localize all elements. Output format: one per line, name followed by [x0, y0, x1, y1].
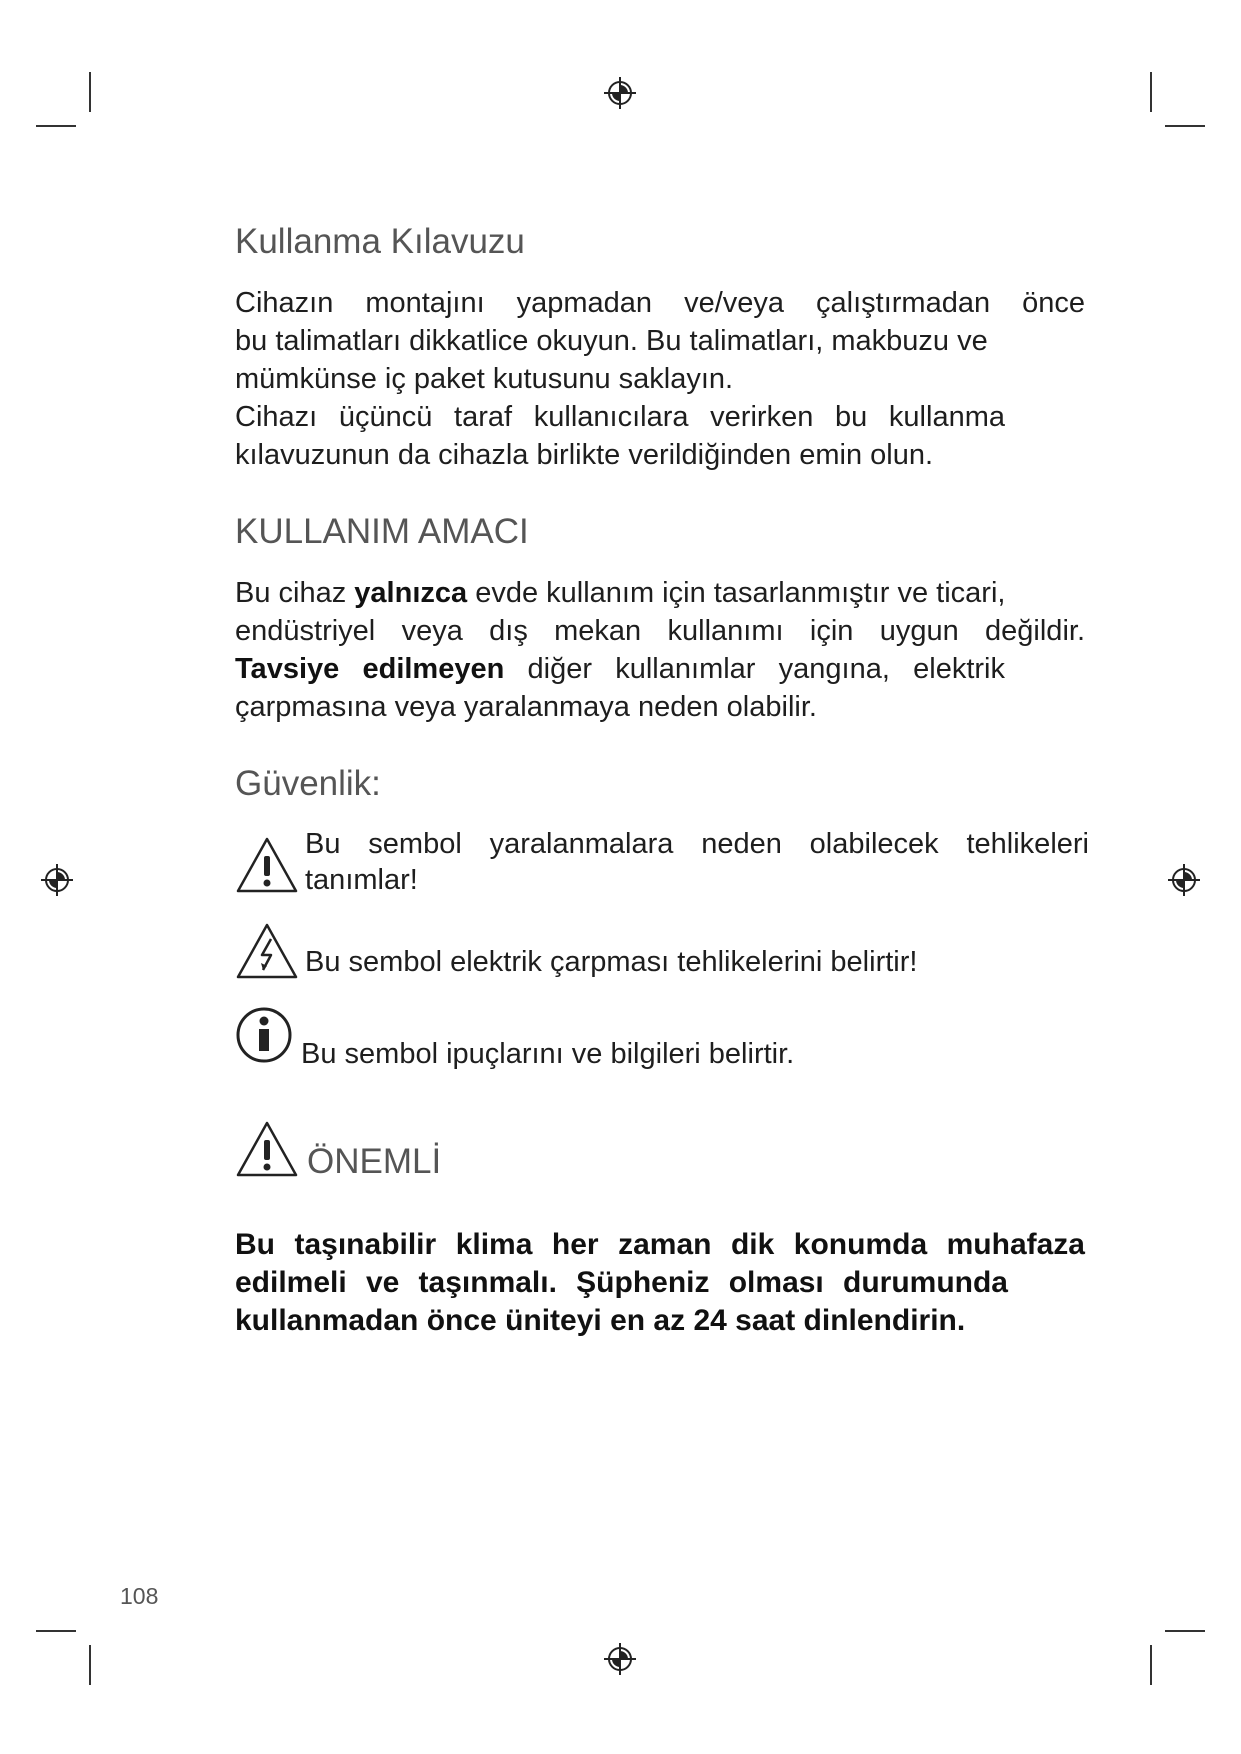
intro-line: kılavuzunun da cihazla birlikte verildiğinden emin olun. — [235, 439, 934, 471]
safety-title: Güvenlik: — [235, 764, 381, 803]
warning-triangle-icon — [235, 1120, 299, 1178]
page-number: 108 — [120, 1583, 159, 1609]
bold-text: yalnızca — [354, 577, 468, 609]
crop-mark-top-right-v — [1150, 72, 1152, 112]
info-symbol-text: Bu sembol ipuçlarını ve bilgileri belirtir. — [301, 1038, 795, 1070]
crop-mark-top-left-h — [36, 125, 76, 127]
info-symbol-row — [235, 1006, 1085, 1076]
electric-symbol-row — [235, 922, 1085, 988]
electric-symbol-text: Bu sembol elektrik çarpması tehlikelerini belirtir! — [305, 946, 918, 978]
electric-shock-icon — [235, 922, 299, 980]
intro-line: mümkünse iç paket kutusunu saklayın. — [235, 363, 734, 395]
intro-line: Cihazı üçüncü taraf kullanıcılara verirken bu kullanma — [235, 401, 1005, 433]
info-icon — [235, 1006, 293, 1064]
text-span: evde kullanım için tasarlanmıştır ve ticari, — [467, 577, 1006, 609]
important-heading-row — [235, 1120, 1085, 1190]
intro-line: bu talimatları dikkatlice okuyun. Bu talimatları, makbuzu ve — [235, 325, 988, 357]
registration-mark-icon — [603, 1642, 637, 1676]
warning-triangle-icon — [235, 836, 299, 894]
registration-mark-icon — [603, 76, 637, 110]
important-line: kullanmadan önce üniteyi en az 24 saat dinlendirin. — [235, 1304, 966, 1337]
purpose-paragraph — [235, 574, 1085, 726]
intro-paragraph — [235, 284, 1085, 474]
purpose-line-1 — [235, 574, 1085, 612]
manual-title: Kullanma Kılavuzu — [235, 222, 525, 261]
important-line: Bu taşınabilir klima her zaman dik konumda muhafaza — [235, 1228, 1085, 1261]
purpose-line-2: endüstriyel veya dış mekan kullanımı için uygun değildir. — [235, 615, 1085, 647]
registration-mark-icon — [40, 863, 74, 897]
purpose-line-3 — [235, 650, 1005, 688]
crop-mark-bottom-left-v — [89, 1645, 91, 1685]
crop-mark-bottom-right-h — [1165, 1630, 1205, 1632]
important-line: edilmeli ve taşınmalı. Şüpheniz olması durumunda — [235, 1266, 1008, 1299]
important-paragraph — [235, 1226, 1085, 1340]
crop-mark-top-right-h — [1165, 125, 1205, 127]
crop-mark-top-left-v — [89, 72, 91, 112]
text-span: Bu cihaz — [235, 577, 355, 609]
warning-symbol-line-2: tanımlar! — [305, 864, 418, 896]
crop-mark-bottom-right-v — [1150, 1645, 1152, 1685]
bold-text: Tavsiye edilmeyen — [235, 653, 505, 685]
main-content — [235, 220, 1089, 1340]
purpose-title: KULLANIM AMACI — [235, 512, 529, 551]
crop-mark-bottom-left-h — [36, 1630, 76, 1632]
text-span: diğer kullanımlar yangına, elektrik — [504, 653, 1005, 685]
purpose-line-4: çarpmasına veya yaralanmaya neden olabilir. — [235, 691, 817, 723]
warning-symbol-row — [235, 826, 1089, 906]
registration-mark-icon — [1167, 863, 1201, 897]
intro-line: Cihazın montajını yapmadan ve/veya çalıştırmadan önce — [235, 287, 1085, 319]
warning-symbol-line-1: Bu sembol yaralanmalara neden olabilecek tehlikeleri — [305, 828, 1089, 860]
important-title: ÖNEMLİ — [307, 1142, 442, 1181]
